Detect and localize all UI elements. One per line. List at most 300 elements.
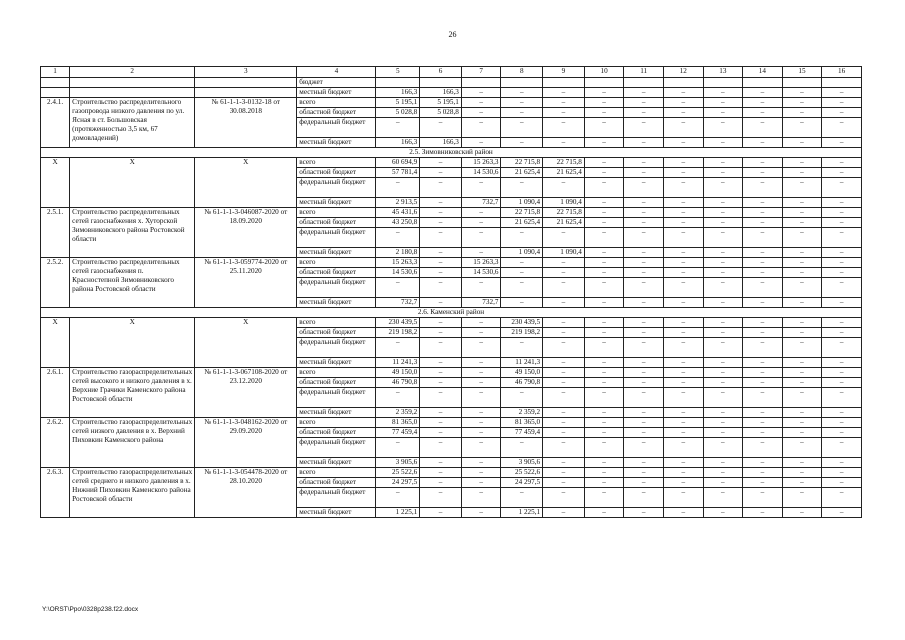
item-row: [41, 468, 862, 478]
item-name: Строительство распределительных сетей газоснабжения х. Хуторской Зимовниковского района Ростовской области: [70, 208, 195, 258]
section-total-row: [41, 158, 862, 168]
value-cell: –: [663, 458, 703, 468]
value-cell: –: [663, 88, 703, 98]
budget-label: областной бюджет: [297, 268, 376, 278]
budget-label: всего: [297, 368, 376, 378]
value-cell: –: [543, 358, 585, 368]
empty-cell: [376, 78, 420, 88]
value-cell: –: [584, 98, 624, 108]
value-cell: 81 365,0: [501, 418, 543, 428]
x-marker: Х: [195, 318, 297, 368]
value-cell: –: [782, 318, 822, 328]
value-cell: –: [703, 218, 743, 228]
value-cell: –: [376, 488, 420, 508]
value-cell: –: [584, 178, 624, 198]
value-cell: –: [584, 378, 624, 388]
value-cell: –: [663, 438, 703, 458]
value-cell: –: [663, 318, 703, 328]
item-document: № 61-1-1-3-067108-2020 от 23.12.2020: [195, 368, 297, 418]
value-cell: –: [543, 468, 585, 478]
header-cell-10: 10: [584, 67, 624, 78]
value-cell: –: [743, 108, 783, 118]
value-cell: –: [663, 508, 703, 518]
value-cell: –: [420, 158, 462, 168]
value-cell: –: [663, 468, 703, 478]
value-cell: 49 150,0: [376, 368, 420, 378]
value-cell: –: [663, 178, 703, 198]
page-number: 26: [448, 30, 457, 39]
value-cell: 1 090,4: [543, 248, 585, 258]
value-cell: –: [543, 408, 585, 418]
value-cell: –: [461, 338, 501, 358]
value-cell: –: [543, 428, 585, 438]
section-header-row: [41, 148, 862, 158]
item-name: Строительство газораспределительных сетей низкого давления в х. Верхний Пиховкин Каменского района: [70, 418, 195, 468]
empty-cell: [461, 78, 501, 88]
budget-label: бюджет: [297, 78, 376, 88]
value-cell: –: [743, 258, 783, 268]
value-cell: –: [703, 248, 743, 258]
value-cell: –: [743, 228, 783, 248]
header-cell-11: 11: [624, 67, 664, 78]
budget-label: федеральный бюджет: [297, 488, 376, 508]
value-cell: –: [461, 178, 501, 198]
header-cell-3: 3: [195, 67, 297, 78]
budget-label: всего: [297, 418, 376, 428]
value-cell: –: [543, 108, 585, 118]
value-cell: –: [420, 258, 462, 268]
value-cell: –: [584, 488, 624, 508]
value-cell: –: [703, 88, 743, 98]
value-cell: 2 180,8: [376, 248, 420, 258]
value-cell: 166,3: [376, 88, 420, 98]
value-cell: –: [703, 168, 743, 178]
value-cell: –: [420, 478, 462, 488]
value-cell: –: [743, 168, 783, 178]
value-cell: –: [420, 268, 462, 278]
value-cell: –: [584, 118, 624, 138]
value-cell: 230 439,5: [501, 318, 543, 328]
value-cell: –: [420, 168, 462, 178]
value-cell: –: [822, 458, 862, 468]
value-cell: –: [782, 118, 822, 138]
value-cell: –: [624, 458, 664, 468]
value-cell: 49 150,0: [501, 368, 543, 378]
value-cell: –: [420, 328, 462, 338]
value-cell: –: [624, 198, 664, 208]
value-cell: –: [782, 108, 822, 118]
value-cell: –: [543, 88, 585, 98]
value-cell: –: [782, 358, 822, 368]
value-cell: –: [743, 438, 783, 458]
file-path-footer: Y:\ORST\Ppo\0328p238.f22.docx: [42, 606, 139, 613]
value-cell: –: [624, 218, 664, 228]
value-cell: –: [703, 428, 743, 438]
value-cell: 5 195,1: [376, 98, 420, 108]
value-cell: –: [743, 318, 783, 328]
value-cell: 3 905,6: [376, 458, 420, 468]
value-cell: –: [624, 358, 664, 368]
value-cell: –: [420, 208, 462, 218]
value-cell: –: [543, 338, 585, 358]
budget-label: всего: [297, 258, 376, 268]
value-cell: 46 790,8: [376, 378, 420, 388]
empty-cell: [782, 78, 822, 88]
value-cell: –: [420, 358, 462, 368]
value-cell: –: [782, 158, 822, 168]
empty-cell: [584, 78, 624, 88]
value-cell: –: [703, 258, 743, 268]
value-cell: –: [663, 198, 703, 208]
value-cell: –: [376, 388, 420, 408]
item-number: 2.5.2.: [41, 258, 70, 308]
value-cell: –: [822, 88, 862, 98]
continuation-row: [41, 78, 862, 88]
value-cell: –: [420, 198, 462, 208]
value-cell: –: [543, 138, 585, 148]
value-cell: –: [822, 438, 862, 458]
value-cell: –: [822, 108, 862, 118]
header-cell-4: 4: [297, 67, 376, 78]
x-marker: Х: [70, 158, 195, 208]
value-cell: –: [624, 508, 664, 518]
value-cell: –: [501, 338, 543, 358]
value-cell: –: [420, 318, 462, 328]
header-cell-1: 1: [41, 67, 70, 78]
value-cell: –: [782, 478, 822, 488]
item-document: № 61-1-1-3-054478-2020 от 28.10.2020: [195, 468, 297, 518]
value-cell: 2 359,2: [376, 408, 420, 418]
value-cell: –: [584, 368, 624, 378]
value-cell: –: [624, 418, 664, 428]
header-cell-13: 13: [703, 67, 743, 78]
value-cell: 14 530,6: [461, 168, 501, 178]
value-cell: –: [703, 408, 743, 418]
value-cell: –: [703, 178, 743, 198]
header-cell-12: 12: [663, 67, 703, 78]
value-cell: –: [743, 338, 783, 358]
value-cell: –: [663, 358, 703, 368]
value-cell: –: [584, 88, 624, 98]
value-cell: –: [461, 228, 501, 248]
value-cell: 57 781,4: [376, 168, 420, 178]
item-row: [41, 418, 862, 428]
value-cell: –: [703, 368, 743, 378]
value-cell: –: [584, 338, 624, 358]
value-cell: –: [624, 388, 664, 408]
value-cell: –: [584, 508, 624, 518]
value-cell: 24 297,5: [376, 478, 420, 488]
value-cell: –: [663, 478, 703, 488]
value-cell: 732,7: [461, 198, 501, 208]
budget-label: местный бюджет: [297, 298, 376, 308]
empty-cell: [822, 78, 862, 88]
value-cell: –: [584, 138, 624, 148]
value-cell: –: [584, 318, 624, 328]
value-cell: –: [461, 488, 501, 508]
value-cell: –: [782, 198, 822, 208]
item-number: 2.6.2.: [41, 418, 70, 468]
value-cell: –: [782, 208, 822, 218]
value-cell: –: [501, 268, 543, 278]
value-cell: –: [822, 478, 862, 488]
value-cell: 81 365,0: [376, 418, 420, 428]
value-cell: –: [376, 338, 420, 358]
value-cell: –: [584, 268, 624, 278]
value-cell: 22 715,8: [501, 158, 543, 168]
value-cell: –: [743, 488, 783, 508]
value-cell: –: [501, 278, 543, 298]
value-cell: –: [822, 418, 862, 428]
item-row: [41, 258, 862, 268]
value-cell: –: [822, 168, 862, 178]
value-cell: –: [703, 278, 743, 298]
value-cell: –: [782, 298, 822, 308]
value-cell: –: [703, 268, 743, 278]
value-cell: –: [822, 248, 862, 258]
value-cell: 1 225,1: [376, 508, 420, 518]
value-cell: 11 241,3: [501, 358, 543, 368]
value-cell: –: [663, 98, 703, 108]
value-cell: –: [822, 118, 862, 138]
value-cell: –: [703, 468, 743, 478]
x-marker: Х: [70, 318, 195, 368]
header-row: [41, 67, 862, 78]
value-cell: –: [743, 298, 783, 308]
value-cell: –: [663, 278, 703, 298]
value-cell: –: [663, 428, 703, 438]
value-cell: 22 715,8: [543, 208, 585, 218]
header-cell-6: 6: [420, 67, 462, 78]
value-cell: 219 198,2: [501, 328, 543, 338]
value-cell: –: [461, 278, 501, 298]
budget-label: федеральный бюджет: [297, 438, 376, 458]
value-cell: –: [743, 418, 783, 428]
value-cell: –: [782, 438, 822, 458]
budget-label: областной бюджет: [297, 328, 376, 338]
value-cell: 25 522,6: [376, 468, 420, 478]
value-cell: –: [501, 298, 543, 308]
value-cell: –: [584, 208, 624, 218]
value-cell: –: [782, 418, 822, 428]
value-cell: –: [420, 488, 462, 508]
value-cell: –: [663, 258, 703, 268]
value-cell: –: [584, 108, 624, 118]
budget-label: областной бюджет: [297, 108, 376, 118]
empty-cell: [743, 78, 783, 88]
budget-label: местный бюджет: [297, 138, 376, 148]
item-name: Строительство распределительного газопровода низкого давления по ул. Ясная в ст. Большовская (протяженностью 3,5 км, 67 домовладений): [70, 98, 195, 148]
value-cell: –: [584, 428, 624, 438]
value-cell: –: [743, 138, 783, 148]
value-cell: –: [420, 438, 462, 458]
value-cell: –: [624, 478, 664, 488]
value-cell: –: [376, 228, 420, 248]
value-cell: 60 694,9: [376, 158, 420, 168]
value-cell: 166,3: [420, 138, 462, 148]
value-cell: –: [420, 468, 462, 478]
header-cell-2: 2: [70, 67, 195, 78]
value-cell: –: [743, 208, 783, 218]
budget-label: федеральный бюджет: [297, 118, 376, 138]
value-cell: –: [663, 138, 703, 148]
value-cell: –: [703, 358, 743, 368]
value-cell: –: [663, 158, 703, 168]
value-cell: –: [624, 488, 664, 508]
value-cell: –: [663, 108, 703, 118]
value-cell: –: [822, 298, 862, 308]
value-cell: –: [703, 418, 743, 428]
value-cell: 25 522,6: [501, 468, 543, 478]
value-cell: –: [543, 258, 585, 268]
item-name: Строительство газораспределительных сетей высокого и низкого давления в х. Верхние Грачики Каменского района Ростовской области: [70, 368, 195, 418]
budget-label: федеральный бюджет: [297, 228, 376, 248]
value-cell: –: [822, 378, 862, 388]
value-cell: –: [501, 488, 543, 508]
value-cell: –: [782, 268, 822, 278]
value-cell: –: [703, 488, 743, 508]
value-cell: –: [822, 368, 862, 378]
header-cell-8: 8: [501, 67, 543, 78]
value-cell: 1 090,4: [501, 198, 543, 208]
value-cell: –: [663, 488, 703, 508]
value-cell: –: [743, 198, 783, 208]
empty-cell: [663, 78, 703, 88]
value-cell: –: [663, 378, 703, 388]
value-cell: 77 459,4: [501, 428, 543, 438]
value-cell: –: [743, 88, 783, 98]
value-cell: –: [420, 118, 462, 138]
value-cell: –: [743, 428, 783, 438]
value-cell: –: [822, 198, 862, 208]
value-cell: –: [663, 168, 703, 178]
header-cell-16: 16: [822, 67, 862, 78]
value-cell: 14 530,6: [376, 268, 420, 278]
budget-label: всего: [297, 468, 376, 478]
budget-label: всего: [297, 208, 376, 218]
value-cell: –: [584, 418, 624, 428]
value-cell: –: [743, 458, 783, 468]
budget-label: областной бюджет: [297, 168, 376, 178]
value-cell: 15 263,3: [461, 158, 501, 168]
value-cell: –: [624, 208, 664, 218]
value-cell: 230 439,5: [376, 318, 420, 328]
empty-cell: [41, 78, 70, 88]
value-cell: –: [822, 408, 862, 418]
value-cell: –: [461, 508, 501, 518]
value-cell: –: [743, 118, 783, 138]
budget-table: [40, 66, 862, 518]
value-cell: –: [743, 388, 783, 408]
budget-label: местный бюджет: [297, 458, 376, 468]
value-cell: –: [543, 478, 585, 488]
value-cell: –: [663, 218, 703, 228]
empty-cell: [420, 78, 462, 88]
value-cell: –: [743, 508, 783, 518]
value-cell: 5 028,8: [420, 108, 462, 118]
value-cell: –: [543, 438, 585, 458]
value-cell: –: [624, 158, 664, 168]
value-cell: –: [501, 228, 543, 248]
value-cell: 1 090,4: [501, 248, 543, 258]
value-cell: –: [461, 468, 501, 478]
value-cell: –: [782, 488, 822, 508]
item-document: № 61-1-1-3-048162-2020 от 29.09.2020: [195, 418, 297, 468]
value-cell: –: [743, 408, 783, 418]
value-cell: –: [703, 298, 743, 308]
value-cell: 2 359,2: [501, 408, 543, 418]
header-cell-5: 5: [376, 67, 420, 78]
value-cell: –: [782, 508, 822, 518]
item-row: [41, 208, 862, 218]
value-cell: –: [624, 258, 664, 268]
value-cell: 14 530,6: [461, 268, 501, 278]
value-cell: –: [743, 328, 783, 338]
x-marker: Х: [41, 318, 70, 368]
budget-label: областной бюджет: [297, 378, 376, 388]
value-cell: –: [461, 138, 501, 148]
value-cell: 46 790,8: [501, 378, 543, 388]
value-cell: –: [663, 328, 703, 338]
value-cell: –: [782, 278, 822, 298]
value-cell: 15 263,3: [461, 258, 501, 268]
x-marker: Х: [195, 158, 297, 208]
value-cell: –: [703, 338, 743, 358]
value-cell: –: [543, 318, 585, 328]
value-cell: –: [624, 268, 664, 278]
value-cell: –: [420, 508, 462, 518]
value-cell: –: [501, 388, 543, 408]
value-cell: –: [376, 118, 420, 138]
item-row: [41, 368, 862, 378]
empty-cell: [195, 78, 297, 88]
value-cell: –: [703, 378, 743, 388]
value-cell: –: [782, 468, 822, 478]
value-cell: –: [543, 388, 585, 408]
value-cell: –: [703, 108, 743, 118]
value-cell: –: [703, 508, 743, 518]
value-cell: –: [624, 468, 664, 478]
budget-table-wrapper: [40, 66, 862, 518]
value-cell: –: [782, 98, 822, 108]
value-cell: 77 459,4: [376, 428, 420, 438]
empty-cell: [703, 78, 743, 88]
value-cell: –: [822, 268, 862, 278]
value-cell: –: [663, 368, 703, 378]
value-cell: –: [624, 338, 664, 358]
value-cell: –: [461, 408, 501, 418]
value-cell: 22 715,8: [501, 208, 543, 218]
value-cell: –: [743, 218, 783, 228]
value-cell: –: [461, 378, 501, 388]
budget-label: местный бюджет: [297, 198, 376, 208]
value-cell: –: [624, 98, 664, 108]
value-cell: –: [703, 98, 743, 108]
value-cell: –: [743, 478, 783, 488]
item-document: № 61-1-1-3-059774-2020 от 25.11.2020: [195, 258, 297, 308]
empty-cell: [195, 88, 297, 98]
value-cell: –: [584, 168, 624, 178]
value-cell: –: [822, 318, 862, 328]
value-cell: –: [703, 198, 743, 208]
value-cell: –: [703, 388, 743, 408]
value-cell: –: [743, 378, 783, 388]
value-cell: –: [624, 88, 664, 98]
value-cell: –: [822, 208, 862, 218]
value-cell: –: [782, 408, 822, 418]
value-cell: 166,3: [420, 88, 462, 98]
value-cell: –: [703, 118, 743, 138]
